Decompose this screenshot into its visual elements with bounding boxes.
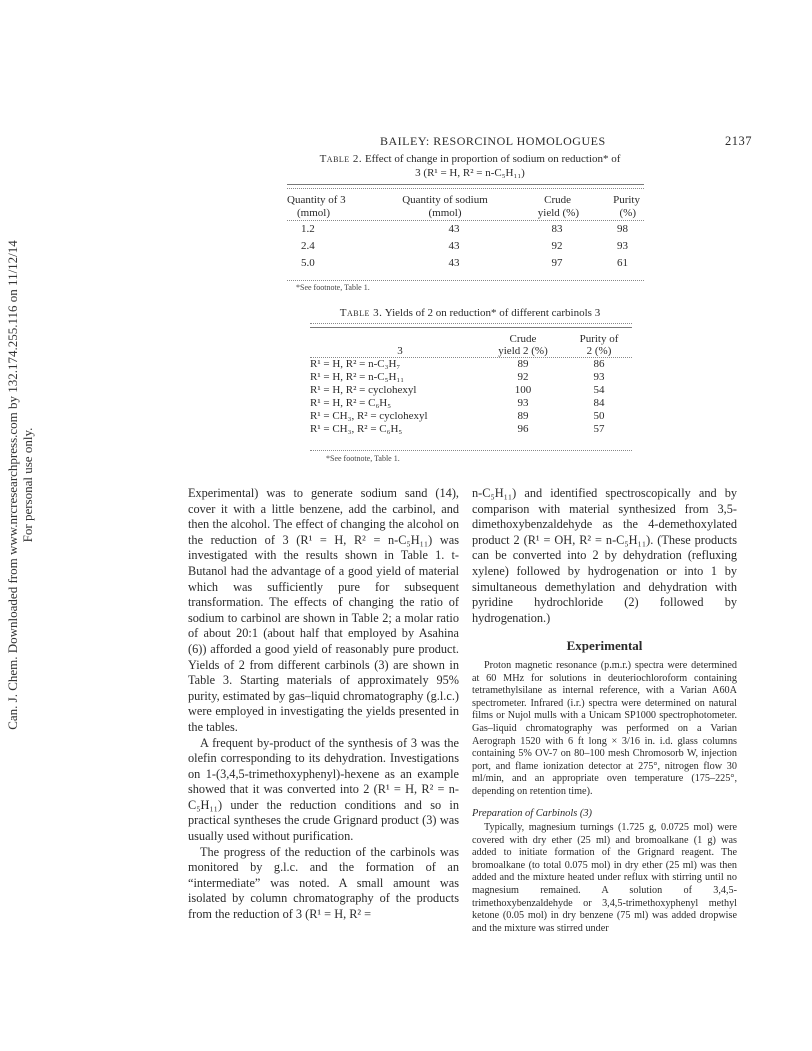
table-cell: 1.2 (301, 223, 315, 235)
watermark-line-1: Can. J. Chem. Downloaded from www.nrcresearchpress.com by 132.174.255.116 on 11/12/14 (5, 240, 20, 730)
table-cell: 84 (593, 397, 605, 409)
table-cell: 96 (517, 423, 529, 435)
table-row (310, 371, 632, 384)
table-cell: R¹ = CH₃, R² = cyclohexyl (310, 410, 428, 422)
table-2-header: Purity (%) (613, 194, 640, 219)
paragraph: A frequent by-product of the synthesis of 3 was the olefin corresponding to its dehydration. Investigations on 1-(3,4,5-trimethoxyphenyl)-hexene as an example showed that it was converted into 2 (R¹ = H, R² = n-C₅H₁₁) under the reduction conditions and so in practical syntheses the crude Grignard product (3) was usually used without purification. (188, 735, 459, 844)
watermark-line-2: For personal use only. (20, 427, 35, 543)
running-head-title: BAILEY: RESORCINOL HOMOLOGUES (380, 134, 606, 148)
table-2-header-row (287, 194, 644, 220)
subsection-heading: Preparation of Carbinols (3) (472, 808, 592, 820)
table-cell: 89 (517, 410, 529, 422)
table-cell: 86 (593, 358, 605, 370)
table-cell: 89 (517, 358, 529, 370)
table-3 (310, 333, 632, 436)
table-row (287, 238, 644, 255)
table-cell: 5.0 (301, 257, 315, 269)
table-2-footnote: *See footnote, Table 1. (296, 283, 370, 292)
table-row (310, 410, 632, 423)
table-cell: 61 (617, 257, 628, 269)
paragraph: n-C₅H₁₁) and identified spectroscopically and by comparison with material synthesized from 3,5-dimethoxybenzaldehyde as the 4-demethoxylated product 2 (R¹ = OH, R² = n-C₅H₁₁). (These products can be converted into 2 by dehydration (refluxing xylene) followed by hydrogenation or into 1 by simultaneous demethylation and dehydration with pyridine hydrochloride (2) followed by hydrogenation.) (472, 486, 737, 625)
download-watermark (0, 240, 40, 730)
table-cell: 92 (517, 371, 529, 383)
table-2-caption (290, 152, 650, 180)
table-row (310, 358, 632, 371)
table-3-bottom-rule (310, 450, 632, 451)
table-2-header: Crude yield (%) (537, 194, 579, 219)
table-3-header: 3 (397, 345, 403, 357)
table-cell: 50 (593, 410, 605, 422)
table-3-header-row (310, 333, 632, 357)
table-3-caption-text: Yields of 2 on reduction* of different carbinols 3 (384, 307, 601, 319)
section-heading: Experimental (566, 638, 643, 654)
watermark-text (5, 240, 35, 730)
table-3-caption (300, 306, 640, 320)
table-row (310, 397, 632, 410)
table-3-footnote: *See footnote, Table 1. (326, 454, 400, 463)
table-row (310, 423, 632, 436)
table-cell: 57 (593, 423, 605, 435)
table-3-top-rule (310, 323, 632, 324)
paragraph: Experimental) was to generate sodium sand (14), cover it with a little benzene, add the carbinol, and then the alcohol. The effect of changing the alcohol on the reduction of 3 (R¹ = H, R² = n-C₅H₁₁) was investigated with the results shown in Table 1. t-Butanol had the advantage of a good yield of material which was sufficiently pure for subsequent transformation. The effects of changing the ratio of sodium to carbinol are shown in Table 2; a molar ratio of about 20:1 (about half that employed by Asahina (6)) afforded a good yield of reasonably pure product. Yields of 2 from different carbinols (3) are shown in Table 3. Starting materials of approximately 95% purity, estimated by gas–liquid chromatography (g.l.c.) were employed in investigating the yields presented in the tables. (188, 486, 459, 734)
table-2 (287, 194, 644, 272)
table-cell: R¹ = H, R² = n-C₅H₁₁ (310, 371, 405, 383)
table-cell: 100 (514, 384, 532, 396)
table-cell: 43 (448, 257, 460, 269)
table-cell: 93 (617, 240, 628, 252)
table-3-header: Crude yield 2 (%) (498, 333, 548, 357)
table-cell: 43 (448, 223, 460, 235)
table-2-caption-line-1: Effect of change in proportion of sodium on reduction* of (364, 153, 621, 165)
page-number: 2137 (725, 134, 752, 148)
table-row (287, 255, 644, 272)
table-2-top-rule (287, 184, 644, 185)
table-cell: 43 (448, 240, 460, 252)
table-cell: 83 (551, 223, 563, 235)
table-3-header: Purity of 2 (%) (579, 333, 619, 357)
table-2-header: Quantity of sodium (mmol) (402, 194, 488, 219)
table-cell: 93 (593, 371, 605, 383)
table-row (287, 221, 644, 238)
table-3-label: Table 3. (339, 307, 383, 319)
table-cell: 92 (551, 240, 563, 252)
table-cell: R¹ = H, R² = n-C₃H₇ (310, 358, 401, 370)
table-2-label: Table 2. (319, 153, 363, 165)
table-cell: R¹ = CH₃, R² = C₆H₅ (310, 423, 403, 435)
paragraph: Typically, magnesium turnings (1.725 g, 0.0725 mol) were covered with dry ether (25 ml) and bromoalkane (1 g) was added to initiate formation of the Grignard reagent. The bromoalkane (to total 0.075 mol) in dry ether (25 ml) was then added and the mixture heated under reflux with stirring until no magnesium remained. A solution of 3,4,5-trimethoxybenzaldehyde or 3,4,5-trimethoxyphenyl methyl ketone (0.05 mol) in dry benzene (75 ml) was added dropwise and the mixture was stirred under (472, 822, 737, 934)
table-row (310, 384, 632, 397)
paragraph: Proton magnetic resonance (p.m.r.) spectra were determined at 60 MHz for solutions in deuteriochloroform containing tetramethylsilane as internal reference, with a Varian A60A spectrometer. Infrared (i.r.) spectra were determined on natural films or Nujol mulls with a Unicam SP1000 spectrophotometer. Gas–liquid chromatography was performed on a Varian Aerograph 1520 with 6 ft long × 3/16 in. i.d. glass columns containing 5% OV-7 on 80–100 mesh Chromosorb W, injection port, and flame ionization detector at 275°, nitrogen flow 30 ml/min, and an appropriate oven temperature (175–225°, depending on retention time). (472, 659, 737, 797)
table-2-caption-line-2: 3 (R¹ = H, R² = n-C₅H₁₁) (415, 167, 525, 179)
table-2-header: Quantity of 3 (mmol) (287, 194, 346, 219)
table-cell: R¹ = H, R² = cyclohexyl (310, 384, 417, 396)
table-cell: 2.4 (301, 240, 315, 252)
table-2-top-rule-2 (287, 188, 644, 189)
table-cell: 93 (517, 397, 529, 409)
table-cell: 97 (551, 257, 563, 269)
left-column (188, 486, 459, 923)
paragraph: The progress of the reduction of the carbinols was monitored by g.l.c. and the formation of an “intermediate” was noted. A small amount was isolated by column chromatography of the products from the reduction of 3 (R¹ = H, R² = (188, 844, 459, 922)
right-column (472, 486, 737, 935)
table-cell: R¹ = H, R² = C₆H₅ (310, 397, 392, 409)
table-2-bottom-rule (287, 280, 644, 281)
table-3-top-rule-2 (310, 327, 632, 328)
table-cell: 54 (593, 384, 605, 396)
table-cell: 98 (617, 223, 628, 235)
